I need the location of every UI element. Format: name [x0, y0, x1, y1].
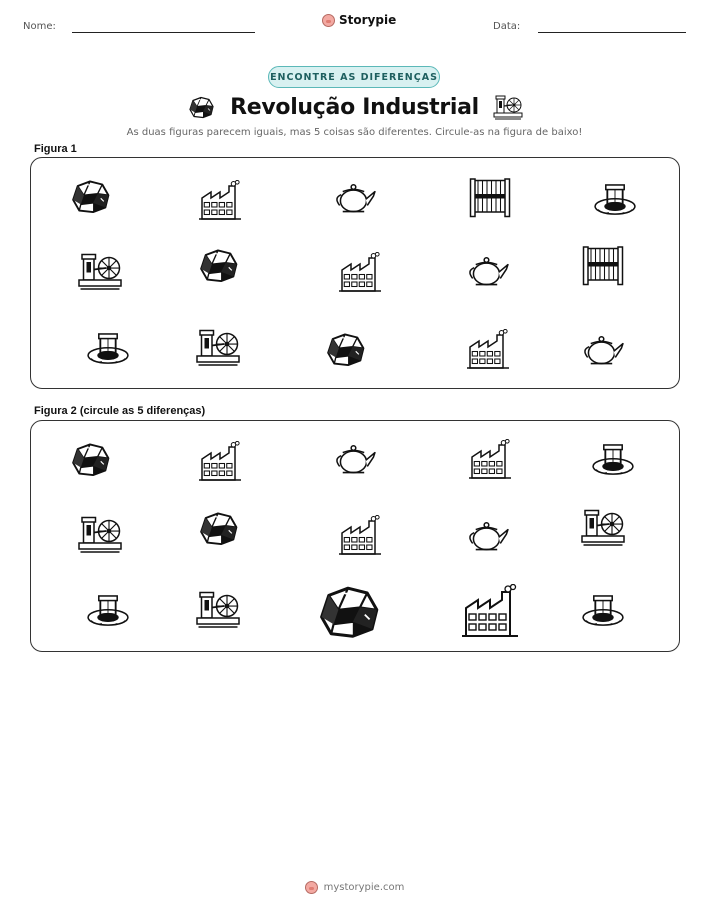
- steam-engine-icon[interactable]: [77, 513, 123, 555]
- coal-icon[interactable]: [67, 175, 113, 217]
- brand-logo: [322, 13, 396, 27]
- coal-icon[interactable]: [67, 438, 113, 480]
- teapot-icon[interactable]: [332, 437, 378, 479]
- coal-icon: [186, 94, 216, 120]
- coal-icon[interactable]: [195, 244, 241, 286]
- mine-shaft-icon[interactable]: [85, 326, 131, 368]
- footer-url: mystorypie.com: [323, 882, 405, 893]
- steam-engine-icon[interactable]: [580, 506, 626, 548]
- coal-icon[interactable]: [195, 507, 241, 549]
- loom-icon[interactable]: [467, 176, 513, 218]
- steam-engine-icon: [493, 93, 523, 121]
- instructions: As duas figuras parecem iguais, mas 5 coisas são diferentes. Circule-as na figura de baixo!: [126, 127, 583, 138]
- pig-icon: [305, 881, 318, 894]
- date-label: Data:: [493, 21, 521, 32]
- loom-icon[interactable]: [580, 244, 626, 286]
- mine-shaft-icon[interactable]: [590, 437, 636, 479]
- mine-shaft-icon[interactable]: [85, 588, 131, 630]
- pig-icon: [322, 14, 335, 27]
- steam-engine-icon[interactable]: [195, 326, 241, 368]
- figure1-label: Figura 1: [34, 143, 77, 155]
- teapot-icon[interactable]: [465, 249, 511, 291]
- date-line[interactable]: [538, 32, 686, 33]
- teapot-icon[interactable]: [332, 176, 378, 218]
- steam-engine-icon[interactable]: [77, 250, 123, 292]
- mine-shaft-icon[interactable]: [580, 588, 626, 630]
- factory-icon[interactable]: [197, 180, 243, 222]
- figure2-label: Figura 2 (circule as 5 diferenças): [34, 405, 206, 417]
- footer: [0, 881, 709, 894]
- factory-icon[interactable]: [337, 252, 383, 294]
- name-line[interactable]: [72, 32, 255, 33]
- coal-icon[interactable]: [312, 581, 384, 641]
- activity-badge: ENCONTRE AS DIFERENÇAS: [268, 66, 440, 88]
- factory-icon[interactable]: [467, 439, 513, 481]
- coal-icon[interactable]: [322, 328, 368, 370]
- factory-icon[interactable]: [460, 581, 520, 643]
- name-label: Nome:: [23, 21, 56, 32]
- factory-icon[interactable]: [337, 515, 383, 557]
- teapot-icon[interactable]: [580, 328, 626, 370]
- page-title: Revolução Industrial: [230, 94, 479, 120]
- factory-icon[interactable]: [465, 329, 511, 371]
- teapot-icon[interactable]: [465, 514, 511, 556]
- mine-shaft-icon[interactable]: [592, 177, 638, 219]
- brand-name: Storypie: [339, 13, 397, 27]
- title-row: [0, 93, 709, 121]
- factory-icon[interactable]: [197, 441, 243, 483]
- steam-engine-icon[interactable]: [195, 588, 241, 630]
